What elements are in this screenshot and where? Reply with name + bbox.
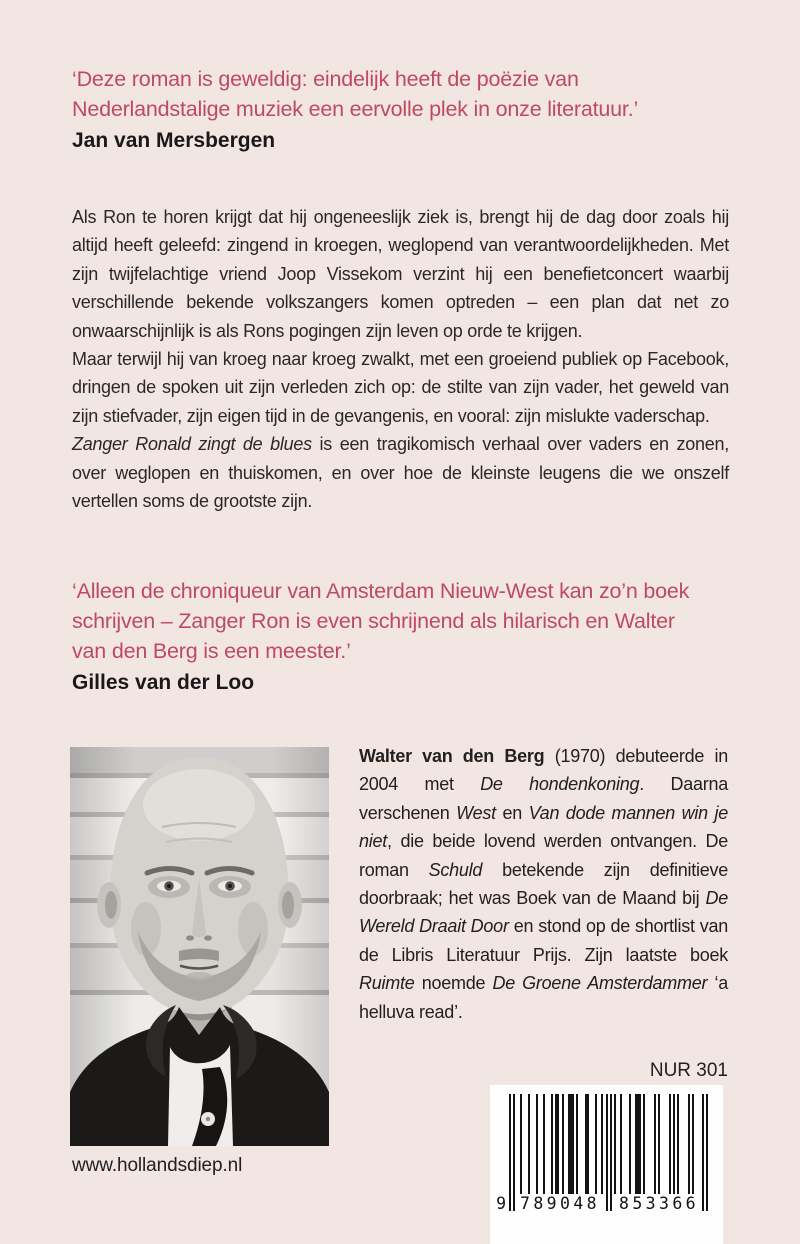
barcode-digits-left: 789048 (519, 1194, 600, 1213)
quote-top-attribution: Jan van Mersbergen (72, 129, 276, 152)
quote-bottom-text: ‘Alleen de chroniqueur van Amsterdam Nieuw-West kan zo’n boek schrijven – Zanger Ron is even schrijnend als hilarisch en Walter van den Berg is een meester.’ (72, 579, 690, 663)
synopsis-paragraph-3 (72, 430, 729, 515)
review-quote-bottom (72, 576, 692, 697)
nur-code: NUR 301 (649, 1060, 728, 1081)
review-quote-top (72, 64, 692, 155)
synopsis-paragraph-2: Maar terwijl hij van kroeg naar kroeg zwalkt, met een groeiend publiek op Facebook, dringen de spoken uit zijn verleden zich op: de stilte van zijn vader, het geweld van zijn stiefvader, zijn eigen tijd in de gevangenis, en vooral: zijn mislukte vaderschap. (72, 349, 729, 426)
barcode-bars (496, 1094, 709, 1216)
barcode-digit-lead: 9 (496, 1194, 506, 1213)
barcode (490, 1085, 723, 1244)
author-photo (70, 747, 329, 1146)
synopsis-paragraph-3-rest: is een tragikomisch verhaal over vaders en zonen, over weglopen en thuiskomen, en over hoe de kleinste leugens die we onszelf vertellen soms de grootste zijn. (72, 434, 730, 512)
synopsis (72, 203, 729, 515)
author-bio-text: Walter van den Berg (1970) debuteerde in 2004 met De hondenkoning. Daarna verschenen West en Van dode mannen win je niet, die beide lovend werden ontvangen. De roman Schuld betekende zijn definitieve doorbraak; het was Boek van de Maand bij De Wereld Draait Door en stond op de shortlist van de Libris Literatuur Prijs. Zijn laatste boek Ruimte noemde De Groene Amsterdammer ‘a helluva read’. (359, 746, 729, 1022)
author-name: Walter van den Berg (359, 746, 545, 766)
barcode-digits-right: 853366 (618, 1194, 699, 1213)
publisher-website: www.hollandsdiep.nl (72, 1155, 243, 1176)
quote-top-text: ‘Deze roman is geweldig: eindelijk heeft de poëzie van Nederlandstalige muziek een eervolle plek in onze literatuur.’ (72, 67, 639, 121)
author-bio (359, 742, 728, 1026)
quote-bottom-attribution: Gilles van der Loo (72, 671, 255, 694)
book-title-italic: Zanger Ronald zingt de blues (72, 434, 312, 455)
synopsis-paragraph-1: Als Ron te horen krijgt dat hij ongeneeslijk ziek is, brengt hij de dag door zoals hij altijd heeft geleefd: zingend in kroegen, weglopend van verantwoordelijkheden. Met zijn twijfelachtige vriend Joop Vissekom verzint hij een benefietconcert waarbij verschillende bekende volkszangers komen optreden – een plan dat net zo onwaarschijnlijk is als Rons pogingen zijn leven op orde te krijgen. (72, 207, 729, 341)
